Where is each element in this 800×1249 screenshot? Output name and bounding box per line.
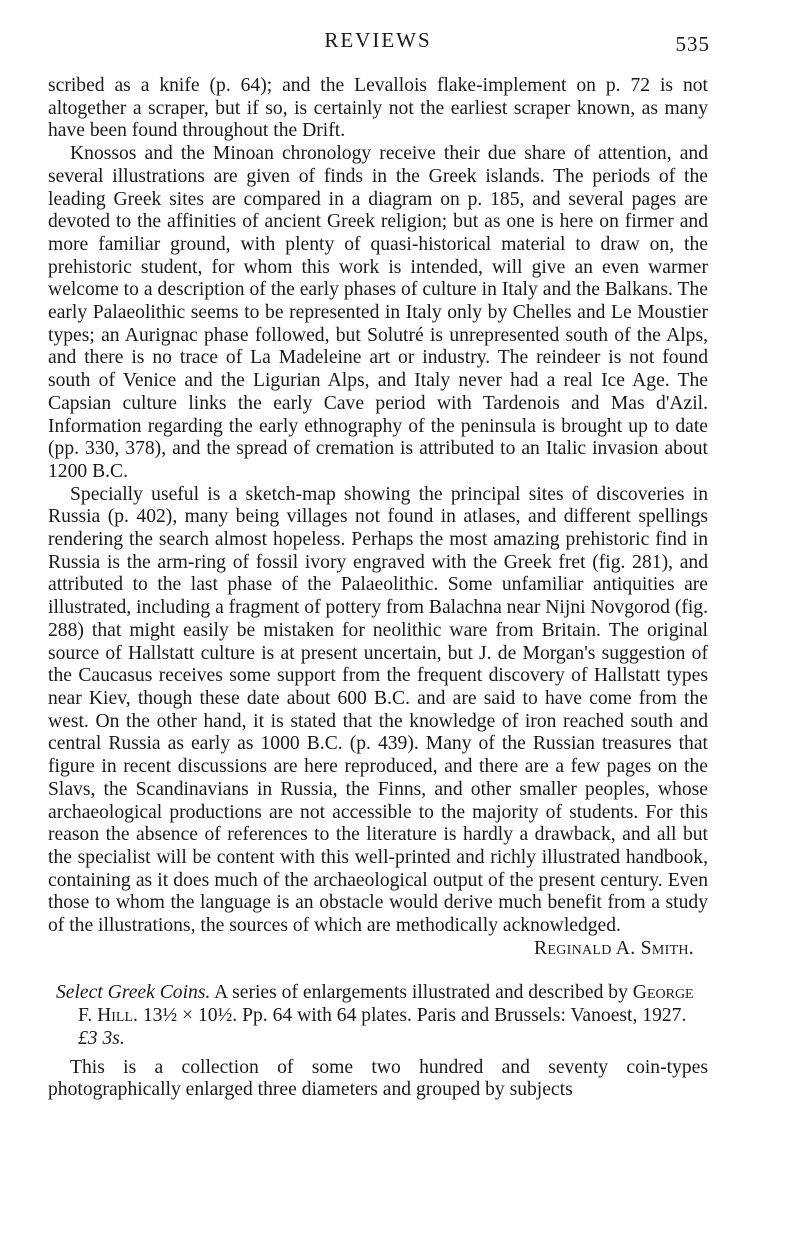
book-price: £3 3s. [78,1027,125,1049]
book-author: George F. Hill. [78,982,694,1027]
review-heading [48,982,708,1050]
paragraph-continued: scribed as a knife (p. 64); and the Levallois flake-implement on p. 72 is not altogether a scraper, but if so, is certainly not the earliest scraper known, as many have been found throughout the Drift. [48,75,708,142]
book-details: 13½ × 10½. Pp. 64 with 64 plates. Paris and Brussels: Vanoest, 1927. [142,1005,687,1027]
book-title: Select Greek Coins. [56,982,211,1004]
page-number: 535 [675,32,710,56]
reviewer-signature: Reginald A. Smith. [533,937,694,959]
paragraph-coins: This is a collection of some two hundred and seventy coin-types photographically enlarged three diameters and grouped by subjects [48,1056,708,1101]
running-header [48,28,708,58]
paragraph-russia: Specially useful is a sketch-map showing the principal sites of discoveries in Russia (p. 402), many being villages not found in atlases, and different spellings rendering the search almost hopeless. Perhaps the most amazing prehistoric find in Russia is the arm-ring of fossil ivory engraved with the Greek fret (fig. 281), and attributed to the last phase of the Palaeolithic. Some unfamiliar antiquities are illustrated, including a fragment of pottery from Balachna near Nijni Novgorod (fig. 288) that might easily be mistaken for neolithic ware from Britain. The original source of Hallstatt culture is at present uncertain, but J. de Morgan's suggestion of the Caucasus receives some support from the frequent discovery of Hallstatt types near Kiev, though these date about 600 B.C. and are said to have come from the west. On the other hand, it is stated that the knowledge of iron reached south and central Russia as early as 1000 B.C. (p. 439). Many of the Russian treasures that figure in recent discussions are here reproduced, and there are a few pages on the Slavs, the Scandinavians in Russia, the Finns, and other smaller peoples, whose archaeological productions are not accessible to the majority of students. For this reason the absence of references to the literature is hardly a drawback, and all but the specialist will be content with this well-printed and richly illustrated handbook, containing as it does much of the archaeological output of the present century. Even those to whom the language is an obstacle would derive much benefit from a study of the illustrations, the sources of which are methodically acknowledged. [48,483,709,937]
book-description: A series of enlargements illustrated and described by [214,982,628,1004]
paragraph-knossos: Knossos and the Minoan chronology receive their due share of attention, and several illustrations are given of finds in the Greek islands. The periods of the leading Greek sites are compared in a diagram on p. 185, and several pages are devoted to the affinities of ancient Greek religion; but as one is here on firmer and more familiar ground, with plenty of quasi-historical material to draw on, the prehistoric student, for whom this work is intended, will give an even warmer welcome to a description of the early phases of culture in Italy and the Balkans. The early Palaeolithic seems to be represented in Italy only by Chelles and Le Moustier types; an Aurignac phase followed, but Solutré is unrepresented south of the Alps, and there is no trace of La Madeleine art or industry. The reindeer is not found south of Venice and the Ligurian Alps, and Italy never had a real Ice Age. The Capsian culture links the early Cave period with Tardenois and Mas d'Azil. Information regarding the early ethnography of the peninsula is brought up to date (pp. 330, 378), and the spread of cremation is attributed to an Italic invasion about 1200 B.C. [48,143,708,482]
article-body [48,75,708,1102]
running-title: REVIEWS [324,28,432,52]
